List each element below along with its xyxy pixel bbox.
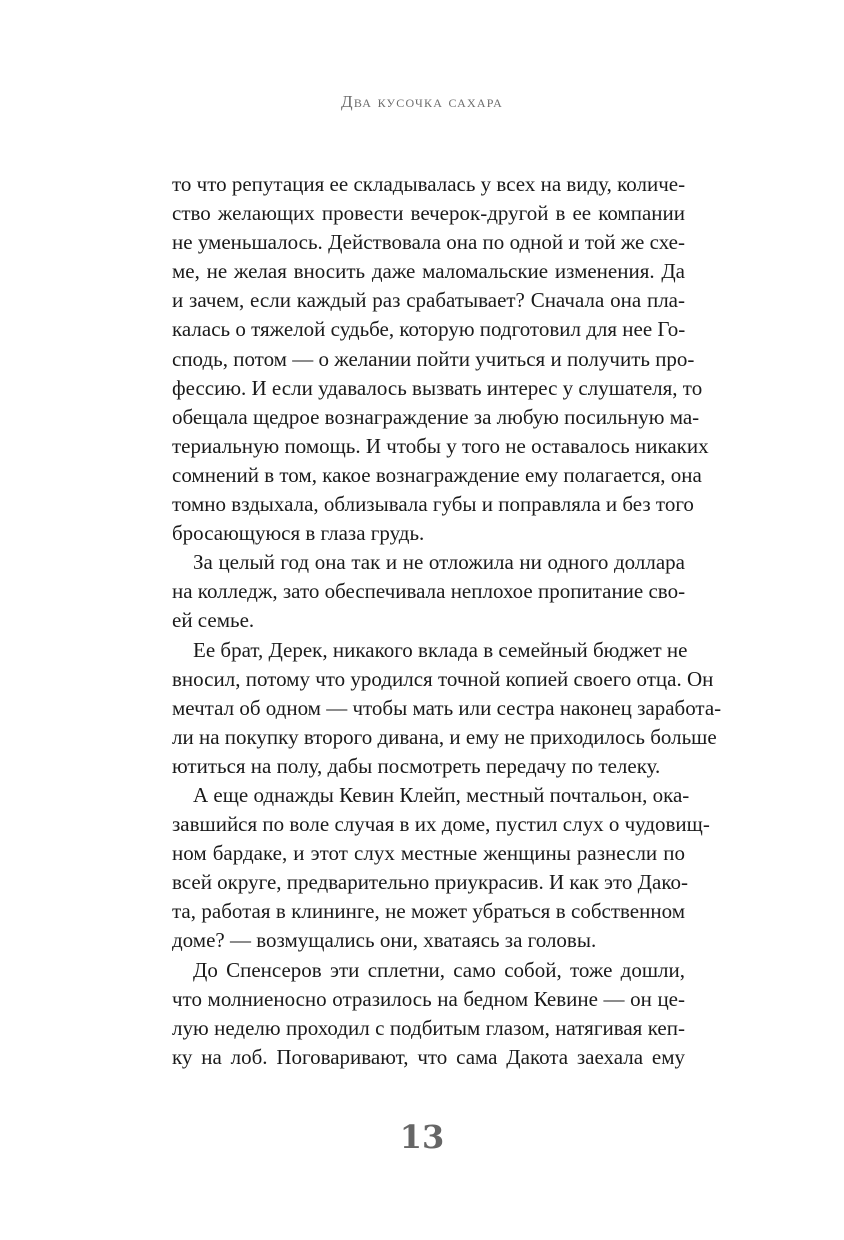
body-text <box>172 170 722 1072</box>
text-line: томно вздыхала, облизывала губы и поправляла и без того <box>172 492 694 517</box>
text-line: бросающуюся в глаза грудь. <box>172 521 425 546</box>
text-line: сомнений в том, какое вознаграждение ему полагается, она <box>172 462 702 487</box>
text-line: то что репутация ее складывалась у всех на виду, количе- <box>172 172 686 196</box>
text-line: ном бардаке, и этот слух местные женщины разнесли по <box>172 841 685 866</box>
text-line: териальную помощь. И чтобы у того не оставалось никаких <box>172 433 709 458</box>
text-line: завшийся по воле случая в их доме, пустил слух о чудовищ- <box>172 812 710 837</box>
text-line: не уменьшалось. Действовала она по одной и той же схе- <box>172 230 685 255</box>
text-line: До Спенсеров эти сплетни, само собой, тоже дошли, <box>193 957 685 982</box>
text-line: вносил, потому что уродился точной копией своего отца. Он <box>172 666 714 691</box>
text-line: та, работая в клининге, не может убраться в собственном <box>172 899 685 924</box>
text-line: на колледж, зато обеспечивала неплохое пропитание сво- <box>172 579 686 604</box>
text-line: всей округе, предварительно приукрасив. И как это Дако- <box>172 870 688 895</box>
text-line: лую неделю проходил с подбитым глазом, натягивая кеп- <box>172 1015 685 1040</box>
text-line: и зачем, если каждый раз срабатывает? Сначала она пла- <box>172 288 685 313</box>
text-line: А еще однажды Кевин Клейп, местный почтальон, ока- <box>193 782 690 807</box>
text-line: ей семье. <box>172 608 255 633</box>
text-line: фессию. И если удавалось вызвать интерес у слушателя, то <box>172 375 703 400</box>
text-line: калась о тяжелой судьбе, которую подготовил для нее Го- <box>172 317 686 342</box>
text-line: ли на покупку второго дивана, и ему не приходилось больше <box>172 724 717 749</box>
text-line: обещала щедрое вознаграждение за любую посильную ма- <box>172 404 700 429</box>
running-header: Два кусочка сахара <box>341 92 503 111</box>
text-line: ме, не желая вносить даже маломальские изменения. Да <box>172 259 685 284</box>
text-line: ку на лоб. Поговаривают, что сама Дакота заехала ему <box>172 1044 685 1069</box>
text-line: Ее брат, Дерек, никакого вклада в семейный бюджет не <box>193 637 688 662</box>
text-line: доме? — возмущались они, хватаясь за головы. <box>172 928 597 953</box>
page-number: 13 <box>399 1118 445 1156</box>
text-line: ство желающих провести вечерок-другой в ее компании <box>172 201 685 226</box>
text-line: За целый год она так и не отложила ни одного доллара <box>193 550 685 575</box>
text-line: что молниеносно отразилось на бедном Кевине — он це- <box>172 986 685 1011</box>
text-line: сподь, потом — о желании пойти учиться и получить про- <box>172 346 695 371</box>
text-line: мечтал об одном — чтобы мать или сестра наконец заработа- <box>172 695 722 720</box>
text-line: ютиться на полу, дабы посмотреть передачу по телеку. <box>172 753 661 778</box>
